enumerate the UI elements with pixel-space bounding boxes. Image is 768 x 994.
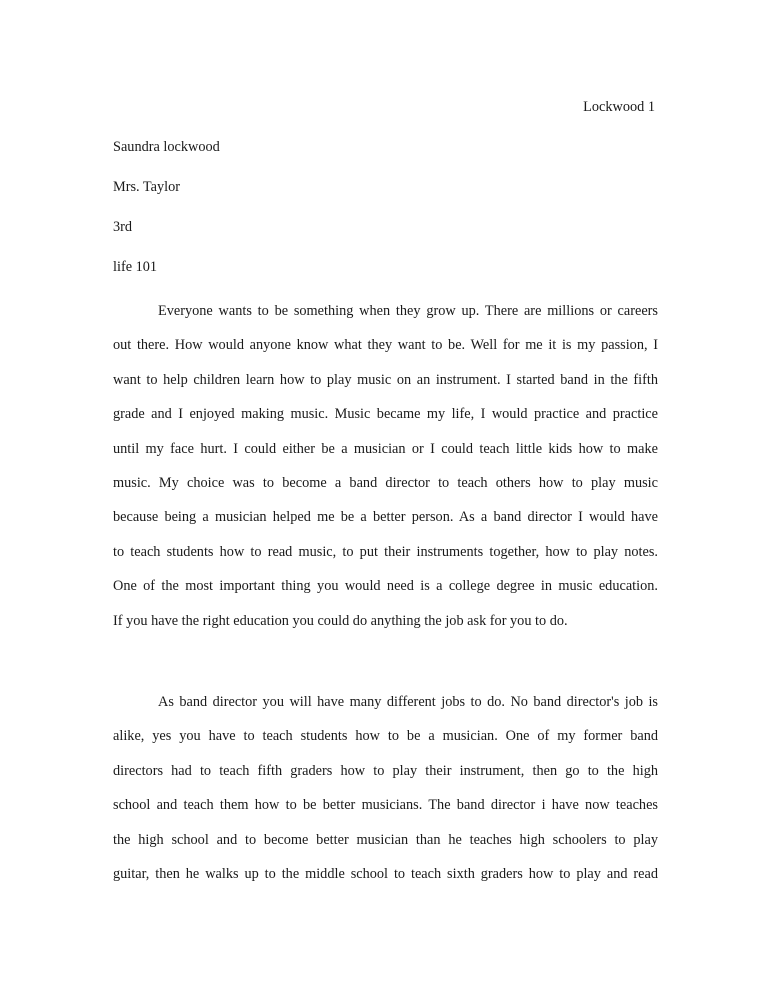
paragraph-line: As band director you will have many different jobs to do. No band director's job is bbox=[158, 694, 658, 710]
paragraph-line: music. My choice was to become a band director to teach others how to play music bbox=[113, 474, 658, 491]
paragraph-line: directors had to teach fifth graders how to play their instrument, then go to the high bbox=[113, 762, 658, 779]
paragraph-line: grade and I enjoyed making music. Music became my life, I would practice and practice bbox=[113, 406, 658, 423]
class-period: 3rd bbox=[113, 219, 133, 235]
paragraph-line: guitar, then he walks up to the middle school to teach sixth graders how to play and read bbox=[113, 865, 658, 882]
course-name: life 101 bbox=[113, 259, 158, 275]
paragraph-2 bbox=[113, 692, 658, 898]
paragraph-line: school and teach them how to be better musicians. The band director i have now teaches bbox=[113, 797, 658, 814]
mla-heading bbox=[113, 137, 658, 297]
paragraph-line: Everyone wants to be something when they grow up. There are millions or careers bbox=[158, 303, 658, 319]
paragraph-line: One of the most important thing you would need is a college degree in music education. bbox=[113, 578, 658, 595]
paragraph-line: out there. How would anyone know what they want to be. Well for me it is my passion, I bbox=[113, 337, 658, 354]
paragraph-line: want to help children learn how to play music on an instrument. I started band in the fifth bbox=[113, 371, 658, 388]
paragraph-line: alike, yes you have to teach students how to be a musician. One of my former band bbox=[113, 728, 658, 745]
paragraph-line: until my face hurt. I could either be a musician or I could teach little kids how to make bbox=[113, 440, 658, 457]
paragraph-line: If you have the right education you could do anything the job ask for you to do. bbox=[113, 612, 568, 629]
paragraph-1 bbox=[113, 301, 658, 645]
paragraph-line: because being a musician helped me be a better person. As a band director I would have bbox=[113, 509, 658, 526]
paragraph-line: the high school and to become better musician than he teaches high schoolers to play bbox=[113, 831, 658, 848]
paragraph-line: to teach students how to read music, to put their instruments together, how to play notes. bbox=[113, 543, 658, 560]
teacher-name: Mrs. Taylor bbox=[113, 179, 181, 195]
running-head: Lockwood 1 bbox=[583, 99, 655, 115]
student-name: Saundra lockwood bbox=[113, 139, 220, 155]
